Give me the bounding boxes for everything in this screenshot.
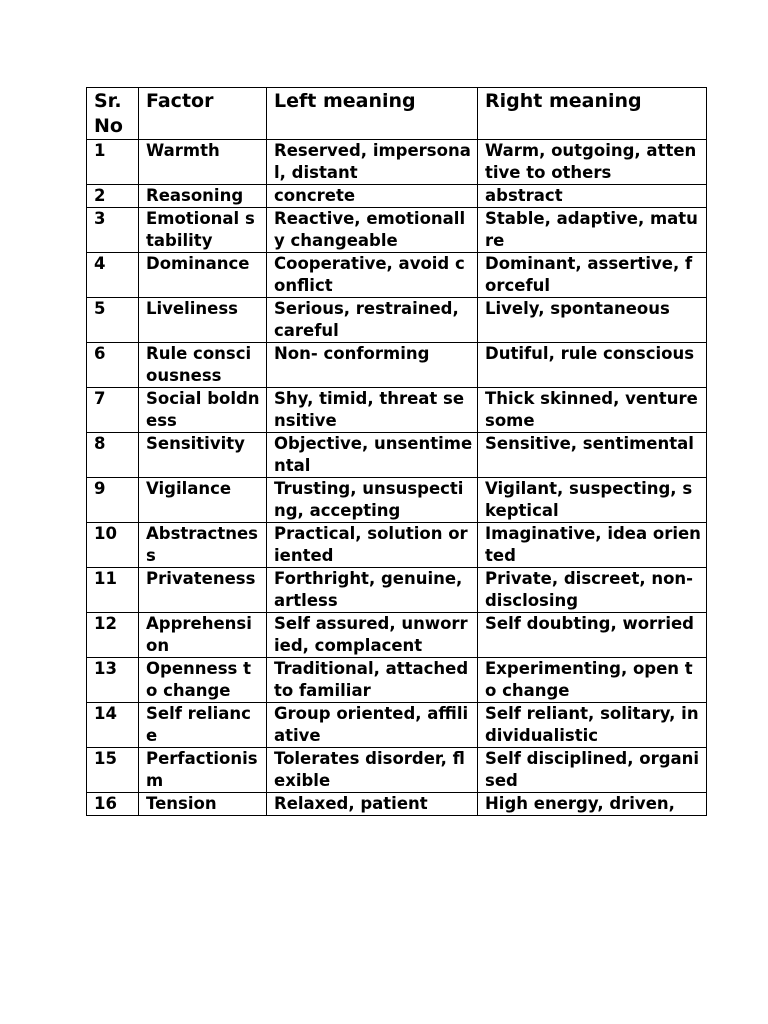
cell-sr-no: 10	[87, 523, 139, 568]
cell-right-meaning: Thick skinned, venturesome	[478, 388, 707, 433]
cell-left-meaning: Practical, solution oriented	[267, 523, 478, 568]
cell-left-meaning: Forthright, genuine, artless	[267, 568, 478, 613]
cell-left-meaning: Trusting, unsuspecting, accepting	[267, 478, 478, 523]
cell-right-meaning: Dominant, assertive, forceful	[478, 253, 707, 298]
table-row	[87, 433, 707, 478]
cell-sr-no: 8	[87, 433, 139, 478]
cell-sr-no: 1	[87, 140, 139, 185]
cell-left-meaning: Shy, timid, threat sensitive	[267, 388, 478, 433]
cell-left-meaning: Tolerates disorder, flexible	[267, 748, 478, 793]
table-row	[87, 343, 707, 388]
cell-factor: Liveliness	[139, 298, 267, 343]
header-row	[87, 88, 707, 140]
table-row	[87, 523, 707, 568]
cell-left-meaning: Group oriented, affiliative	[267, 703, 478, 748]
table-row	[87, 703, 707, 748]
cell-right-meaning: Private, discreet, non-disclosing	[478, 568, 707, 613]
table-row	[87, 140, 707, 185]
cell-right-meaning: High energy, driven,	[478, 793, 707, 816]
cell-left-meaning: Reserved, impersonal, distant	[267, 140, 478, 185]
cell-factor: Dominance	[139, 253, 267, 298]
table-row	[87, 748, 707, 793]
cell-right-meaning: Self disciplined, organised	[478, 748, 707, 793]
header-sr-no: Sr. No	[87, 88, 139, 140]
personality-factors-table	[86, 87, 707, 816]
table-row	[87, 658, 707, 703]
cell-sr-no: 16	[87, 793, 139, 816]
cell-sr-no: 7	[87, 388, 139, 433]
header-right-meaning: Right meaning	[478, 88, 707, 140]
cell-factor: Apprehension	[139, 613, 267, 658]
cell-factor: Emotional stability	[139, 208, 267, 253]
cell-factor: Abstractness	[139, 523, 267, 568]
cell-sr-no: 14	[87, 703, 139, 748]
cell-right-meaning: Vigilant, suspecting, skeptical	[478, 478, 707, 523]
header-factor: Factor	[139, 88, 267, 140]
cell-sr-no: 13	[87, 658, 139, 703]
table-row	[87, 298, 707, 343]
cell-sr-no: 11	[87, 568, 139, 613]
cell-left-meaning: Non- conforming	[267, 343, 478, 388]
cell-right-meaning: Warm, outgoing, attentive to others	[478, 140, 707, 185]
cell-sr-no: 4	[87, 253, 139, 298]
cell-left-meaning: Reactive, emotionally changeable	[267, 208, 478, 253]
cell-sr-no: 9	[87, 478, 139, 523]
cell-factor: Rule consciousness	[139, 343, 267, 388]
cell-left-meaning: Self assured, unworried, complacent	[267, 613, 478, 658]
table-row	[87, 613, 707, 658]
cell-sr-no: 3	[87, 208, 139, 253]
cell-left-meaning: Relaxed, patient	[267, 793, 478, 816]
cell-right-meaning: Self doubting, worried	[478, 613, 707, 658]
table-row	[87, 185, 707, 208]
cell-sr-no: 5	[87, 298, 139, 343]
cell-right-meaning: Dutiful, rule conscious	[478, 343, 707, 388]
cell-left-meaning: concrete	[267, 185, 478, 208]
cell-factor: Tension	[139, 793, 267, 816]
table-header	[87, 88, 707, 140]
cell-factor: Self reliance	[139, 703, 267, 748]
table-row	[87, 253, 707, 298]
cell-factor: Sensitivity	[139, 433, 267, 478]
cell-sr-no: 15	[87, 748, 139, 793]
cell-right-meaning: Stable, adaptive, mature	[478, 208, 707, 253]
cell-factor: Reasoning	[139, 185, 267, 208]
table-row	[87, 568, 707, 613]
table-row	[87, 208, 707, 253]
cell-factor: Warmth	[139, 140, 267, 185]
cell-factor: Vigilance	[139, 478, 267, 523]
table-row	[87, 388, 707, 433]
cell-left-meaning: Cooperative, avoid conflict	[267, 253, 478, 298]
cell-left-meaning: Serious, restrained, careful	[267, 298, 478, 343]
table-row	[87, 793, 707, 816]
cell-right-meaning: Imaginative, idea oriented	[478, 523, 707, 568]
cell-factor: Openness to change	[139, 658, 267, 703]
cell-factor: Social boldness	[139, 388, 267, 433]
cell-right-meaning: abstract	[478, 185, 707, 208]
cell-right-meaning: Experimenting, open to change	[478, 658, 707, 703]
table-body	[87, 140, 707, 816]
cell-right-meaning: Sensitive, sentimental	[478, 433, 707, 478]
cell-right-meaning: Self reliant, solitary, individualistic	[478, 703, 707, 748]
cell-left-meaning: Traditional, attached to familiar	[267, 658, 478, 703]
cell-factor: Privateness	[139, 568, 267, 613]
cell-sr-no: 6	[87, 343, 139, 388]
cell-right-meaning: Lively, spontaneous	[478, 298, 707, 343]
cell-sr-no: 12	[87, 613, 139, 658]
header-left-meaning: Left meaning	[267, 88, 478, 140]
cell-left-meaning: Objective, unsentimental	[267, 433, 478, 478]
table-row	[87, 478, 707, 523]
cell-factor: Perfactionism	[139, 748, 267, 793]
cell-sr-no: 2	[87, 185, 139, 208]
